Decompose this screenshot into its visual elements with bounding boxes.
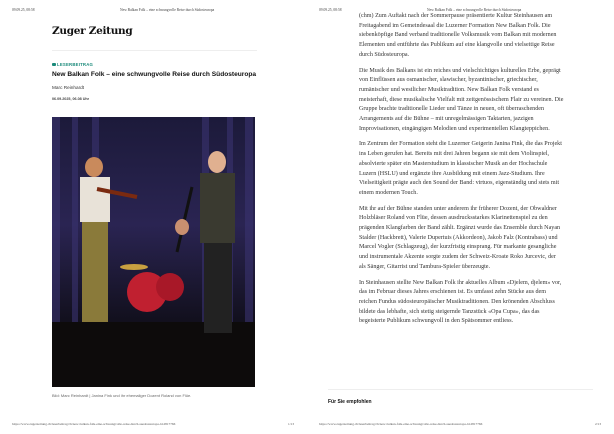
photo-caption: Bild: Marc Reinhardt | Janina Fink und ihr ehemaliger Dozent Roland von Flüe.	[52, 393, 192, 398]
page-number: 2/13	[595, 422, 602, 426]
print-datetime: 09.09.25, 08:58	[319, 8, 342, 12]
article-body	[359, 12, 564, 333]
print-url: https://www.zugerzeitung.ch/leserbeitrag/ch/new-balkan-folk-eine-schwungvolle-reise-durch-suedosteuropa-ld.2817766	[319, 422, 483, 426]
paragraph: Die Musik des Balkans ist ein reiches und vielschichtiges kulturelles Erbe, geprägt von Einflüssen aus osmanischer, slawischer, byzantinischer, griechischer, rumänischer und westlicher Musiktradition. New Balkan Folk verstand es meisterhaft, diese musikalische Vielfalt mit zeitgenössischem Flair zu vereinen. Die Gruppe brachte traditionelle Lieder und Tänze in neuen, oft überraschenden Arrangements auf die Bühne – mit unregelmässigen Taktarten, jazzigen Improvisationen, eingängigen Melodien und experimentellen Klangteppichen.	[359, 67, 564, 132]
article-photo[interactable]	[52, 117, 255, 387]
publication-logo[interactable]: Zuger Zeitung	[52, 25, 133, 37]
concert-photo-illustration	[52, 117, 255, 387]
print-url: https://www.zugerzeitung.ch/leserbeitrag/ch/new-balkan-folk-eine-schwungvolle-reise-durch-suedosteuropa-ld.2817766	[12, 422, 176, 426]
print-datetime: 09.09.25, 08:58	[12, 8, 35, 12]
print-title: New Balkan Folk – eine schwungvolle Reise durch Südosteuropa	[427, 8, 522, 12]
kicker-label: LESERBEITRAG	[57, 62, 94, 67]
article-headline: New Balkan Folk – eine schwungvolle Reise durch Südosteuropa	[52, 71, 257, 78]
paragraph: Im Zentrum der Formation steht die Luzerner Geigerin Janina Fink, die das Projekt ins Leben gerufen hat. Bereits mit drei Jahren begann sie mit dem Violinspiel, absolvierte später ein Masterstudium in klassischer Musik an der Hochschule Luzern (HSLU) und ergänzte ihre Ausbildung mit einem Jazz-Studium. Ihre Vielseitigkeit prägte auch den Sound der Band: virtuos, eigenständig und stets mit einem modernen Touch.	[359, 141, 562, 196]
page-number: 1/13	[288, 422, 295, 426]
paragraph: Mit ihr auf der Bühne standen unter anderem ihr früherer Dozent, der Obwaldner Holzbläser Roland von Flüe, dessen ausdrucksstarkes Klarinettenspiel zu den prägenden Klangfarben der Band zählt. Ergänzt wurde das Ensemble durch Nayan Stalder (Hackbrett), Valerie Dupertuis (Akkordeon), Jakob Falz (Kontrabass) und Marcel Vogler (Schlagzeug), der kurzfristig einsprang. Für markante gesangliche und instrumentale Akzente sorgte zudem der Schweiz-Kroate Roko Jurcevic, der als Sänger, Gitarrist und Tambura-Spieler überzeugte.	[359, 205, 561, 270]
divider	[328, 389, 593, 390]
recommended-heading: Für Sie empfohlen	[328, 399, 372, 405]
print-title: New Balkan Folk – eine schwungvolle Reise durch Südosteuropa	[120, 8, 215, 12]
comment-icon	[52, 63, 56, 66]
divider	[52, 50, 257, 51]
publish-date: 06.09.2025, 06.08 Uhr	[52, 97, 90, 101]
kicker	[52, 62, 93, 67]
author[interactable]: Marc Reinhardt	[52, 85, 85, 90]
paragraph: (chm) Zum Auftakt nach der Sommerpause präsentierte Kultur Steinhausen am Freitagabend im Gemeindesaal die Luzerner Formation New Balkan Folk. Die siebenköpfige Band verband traditionelle Volksmusik vom Balkan mit modernen Elementen und entführte das Publikum auf eine klangvolle und vielseitige Reise durch Südosteuropa.	[359, 13, 557, 58]
paragraph: In Steinhausen stellte New Balkan Folk ihr aktuelles Album «Djelem, djelem» vor, das im Februar dieses Jahres erschienen ist. Es umfasst zehn Stücke aus dem reichen Fundus südosteuropäischer Musiktraditionen. Den krönenden Abschluss bildete das lebhafte, sich stetig steigernde Tanzstück «Opa Cupa», das das begeisterte Publikum schwungvoll in den Spätsommer entliess.	[359, 279, 562, 325]
print-page-2	[307, 0, 614, 434]
